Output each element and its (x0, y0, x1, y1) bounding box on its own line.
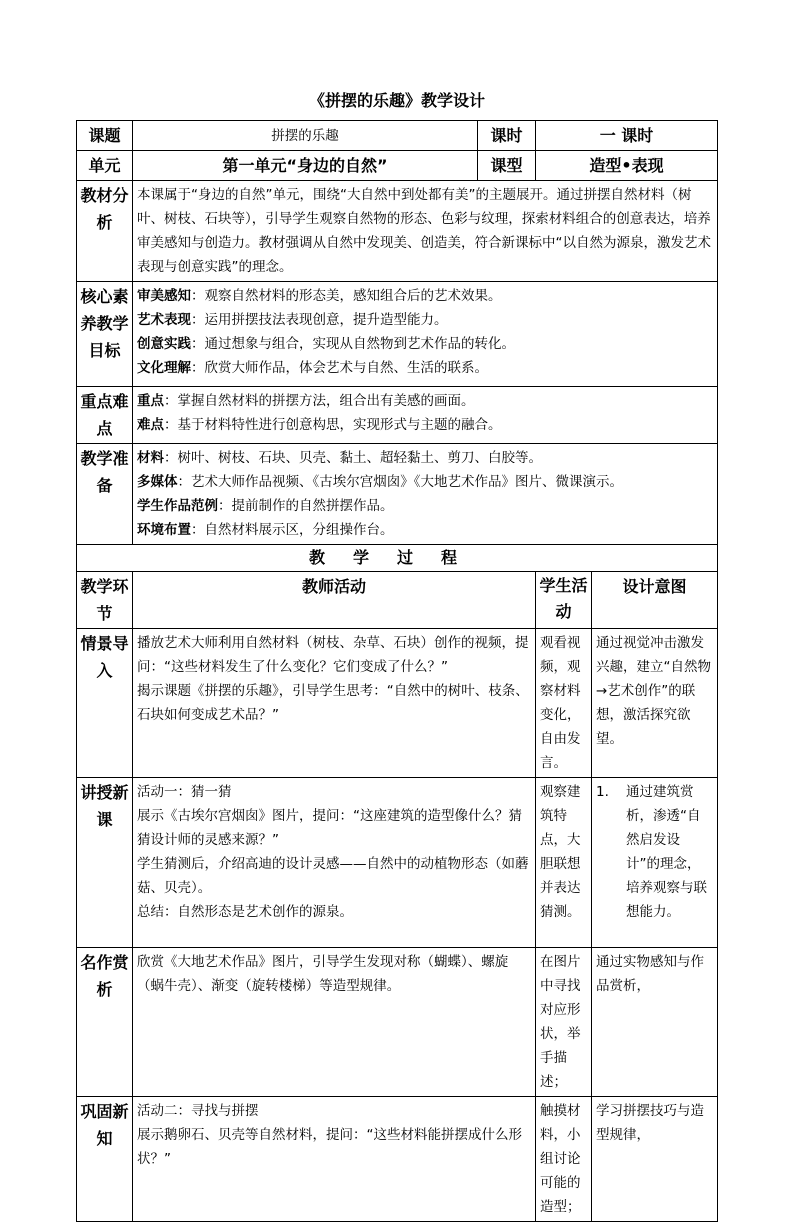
unit-value: 第一单元“身边的自然” (133, 151, 478, 181)
unit-row (77, 151, 718, 181)
item-number: 1. (596, 784, 609, 800)
item-text: 通过建筑赏析，渗透“自然启发设计”的理念，培养观察与联想能力。 (626, 784, 707, 920)
process-heading-row (77, 545, 718, 572)
process-row (77, 629, 718, 778)
prep-label: 教学准备 (77, 444, 133, 545)
student-activity: 观察建筑特点，大胆联想并表达猜测。 (536, 778, 592, 948)
goal-text: ：欣赏大师作品，体会艺术与自然、生活的联系。 (191, 360, 488, 376)
keypoint-item (137, 389, 713, 413)
goal-item (137, 284, 713, 308)
goals-content (133, 282, 718, 387)
student-activity: 观看视频，观察材料变化，自由发言。 (536, 629, 592, 778)
prep-content (133, 444, 718, 545)
document-title: 《拼摆的乐趣》教学设计 (308, 91, 485, 110)
stage-cell: 情景导入 (77, 629, 133, 778)
keypoints-label: 重点难点 (77, 387, 133, 444)
prep-key: 多媒体 (137, 474, 178, 490)
prep-row (77, 444, 718, 545)
stage-cell: 名作赏析 (77, 948, 133, 1097)
prep-item (137, 518, 713, 542)
goal-key: 文化理解 (137, 360, 191, 376)
goal-item (137, 332, 713, 356)
process-row (77, 1097, 718, 1222)
prep-item (137, 446, 713, 470)
keypoints-row (77, 387, 718, 444)
goal-text: ：通过想象与组合，实现从自然物到艺术作品的转化。 (191, 336, 515, 352)
type-value: 造型•表现 (536, 151, 718, 181)
goal-key: 审美感知 (137, 288, 191, 304)
keypoint-key: 重点 (137, 393, 164, 409)
keypoint-text: ：掌握自然材料的拼摆方法，组合出有美感的画面。 (164, 393, 475, 409)
topic-value: 拼摆的乐趣 (133, 121, 478, 151)
student-header-text: 学生活动 (539, 576, 588, 621)
prep-text: ：自然材料展示区，分组操作台。 (191, 522, 394, 538)
goal-text: ：观察自然材料的形态美，感知组合后的艺术效果。 (191, 288, 502, 304)
goal-item (137, 356, 713, 380)
process-header-row (77, 572, 718, 629)
goals-row (77, 282, 718, 387)
stage-cell: 巩固新知 (77, 1097, 133, 1222)
intent-header: 设计意图 (592, 572, 718, 629)
prep-key: 学生作品范例 (137, 498, 218, 514)
keypoint-key: 难点 (137, 417, 164, 433)
numbered-item (596, 780, 713, 924)
hours-value: 一 课时 (536, 121, 718, 151)
goals-label: 核心素养教学目标 (77, 282, 133, 387)
teacher-activity: 活动一：猜一猜 展示《古埃尔宫烟囱》图片，提问：“这座建筑的造型像什么？猜猜设计师的灵感来源？” 学生猜测后，介绍高迪的设计灵感——自然中的动植物形态（如蘑菇、贝壳）。 总结：自然形态是艺术创作的源泉。 (133, 778, 536, 948)
lesson-plan-table (76, 120, 718, 1222)
teacher-activity: 播放艺术大师利用自然材料（树枝、杂草、石块）创作的视频，提问：“这些材料发生了什么变化？它们变成了什么？” 揭示课题《拼摆的乐趣》，引导学生思考：“自然中的树叶、枝条、石块如何变成艺术品？” (133, 629, 536, 778)
prep-text: ：艺术大师作品视频、《古埃尔宫烟囱》《大地艺术作品》图片、微课演示。 (177, 474, 623, 490)
goal-item (137, 308, 713, 332)
prep-key: 环境布置 (137, 522, 191, 538)
teacher-activity: 欣赏《大地艺术作品》图片，引导学生发现对称（蝴蝶）、螺旋（蜗牛壳）、渐变（旋转楼梯）等造型规律。 (133, 948, 536, 1097)
process-row (77, 778, 718, 948)
analysis-row (77, 181, 718, 282)
prep-item (137, 470, 713, 494)
student-activity: 在图片中寻找对应形状，举手描述； (536, 948, 592, 1097)
prep-text: ：树叶、树枝、石块、贝壳、黏土、超轻黏土、剪刀、白胶等。 (164, 450, 542, 466)
prep-item (137, 494, 713, 518)
process-heading: 教学过程 (77, 545, 718, 572)
goal-key: 艺术表现 (137, 312, 191, 328)
keypoints-content (133, 387, 718, 444)
stage-cell: 讲授新课 (77, 778, 133, 948)
teacher-activity: 活动二：寻找与拼摆 展示鹅卵石、贝壳等自然材料，提问：“这些材料能拼摆成什么形状？” (133, 1097, 536, 1222)
topic-row (77, 121, 718, 151)
goal-key: 创意实践 (137, 336, 191, 352)
type-label: 课型 (478, 151, 536, 181)
teacher-header: 教师活动 (133, 572, 536, 629)
unit-label: 单元 (77, 151, 133, 181)
prep-key: 材料 (137, 450, 164, 466)
process-row (77, 948, 718, 1097)
analysis-text: 本课属于“身边的自然”单元，围绕“大自然中到处都有美”的主题展开。通过拼摆自然材料（树叶、树枝、石块等），引导学生观察自然物的形态、色彩与纹理，探索材料组合的创意表达，培养审美感知与创造力。教材强调从自然中发现美、创造美，符合新课标中“以自然为源泉，激发艺术表现与创意实践”的理念。 (133, 181, 718, 282)
stage-header: 教学环节 (77, 572, 133, 629)
design-intent: 通过视觉冲击激发兴趣，建立“自然物→艺术创作”的联想，激活探究欲望。 (592, 629, 718, 778)
hours-label: 课时 (478, 121, 536, 151)
student-activity: 触摸材料，小组讨论可能的造型； (536, 1097, 592, 1222)
design-intent: 学习拼摆技巧与造型规律， (592, 1097, 718, 1222)
prep-text: ：提前制作的自然拼摆作品。 (218, 498, 394, 514)
keypoint-text: ：基于材料特性进行创意构思，实现形式与主题的融合。 (164, 417, 502, 433)
analysis-label: 教材分析 (77, 181, 133, 282)
design-intent (592, 778, 718, 948)
student-header (536, 572, 592, 629)
goal-text: ：运用拼摆技法表现创意，提升造型能力。 (191, 312, 448, 328)
topic-label: 课题 (77, 121, 133, 151)
design-intent: 通过实物感知与作品赏析， (592, 948, 718, 1097)
keypoint-item (137, 413, 713, 437)
